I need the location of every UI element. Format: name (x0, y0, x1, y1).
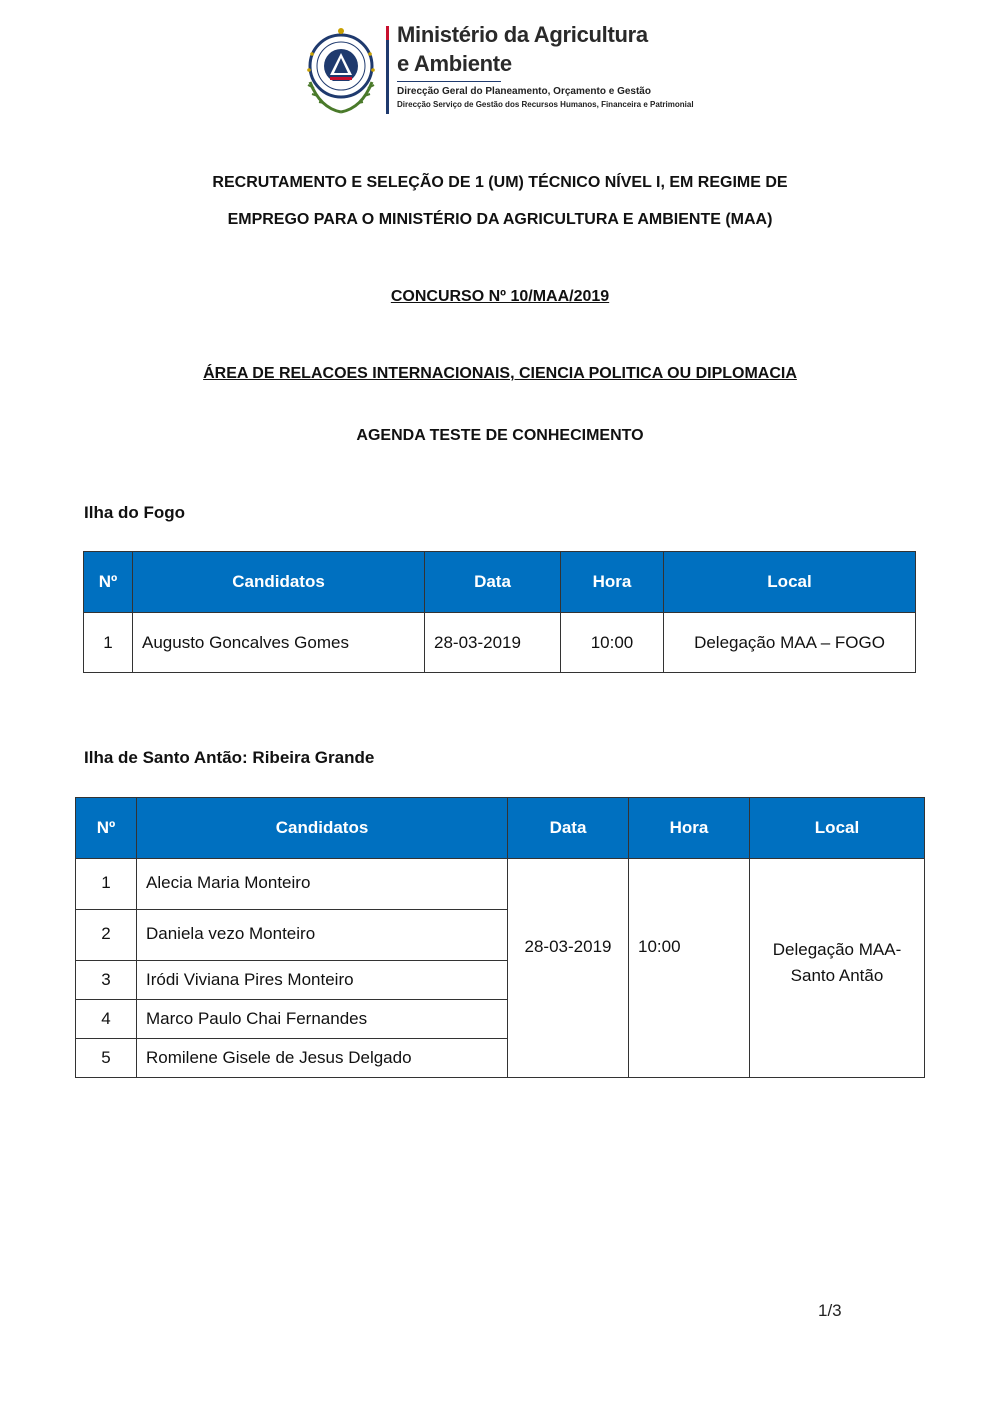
header-date: Data (508, 798, 629, 859)
header-candidates: Candidatos (137, 798, 508, 859)
table-row (84, 613, 916, 673)
page-number: 1/3 (818, 1301, 842, 1320)
candidate-name: Augusto Goncalves Gomes (133, 613, 425, 673)
brand-divider-accent (386, 26, 389, 40)
santo-antao-schedule-table (75, 797, 925, 1078)
coat-of-arms-icon (300, 22, 382, 118)
direction-general: Direcção Geral do Planeamento, Orçamento e Gestão (397, 86, 651, 97)
row-number: 1 (76, 859, 137, 910)
letterhead (300, 22, 700, 118)
contest-title-wrap (100, 288, 900, 306)
candidate-name: Daniela vezo Monteiro (137, 910, 508, 961)
row-number: 5 (76, 1039, 137, 1078)
header-number: Nº (76, 798, 137, 859)
candidate-name: Alecia Maria Monteiro (137, 859, 508, 910)
header-candidates: Candidatos (133, 552, 425, 613)
header-date: Data (425, 552, 561, 613)
header-number: Nº (84, 552, 133, 613)
exam-place: Delegação MAA – FOGO (664, 613, 916, 673)
contest-number: CONCURSO Nº 10/MAA/2019 (390, 288, 610, 305)
candidate-name: Romilene Gisele de Jesus Delgado (137, 1039, 508, 1078)
direction-service: Direcção Serviço de Gestão dos Recursos Humanos, Financeira e Patrimonial (397, 100, 694, 109)
table-header-row (84, 552, 916, 613)
section-heading-santo-antao: Ilha de Santo Antão: Ribeira Grande (84, 748, 375, 767)
header-rule (397, 81, 501, 82)
document-title-line2: EMPREGO PARA O MINISTÉRIO DA AGRICULTURA E AMBIENTE (MAA) (227, 211, 773, 228)
exam-time: 10:00 (629, 859, 750, 1078)
ministry-name-line2: e Ambiente (397, 51, 512, 76)
document-title-line1: RECRUTAMENTO E SELEÇÃO DE 1 (UM) TÉCNICO NÍVEL I, EM REGIME DE (212, 174, 788, 191)
header-place: Local (664, 552, 916, 613)
row-number: 4 (76, 1000, 137, 1039)
candidate-name: Iródi Viviana Pires Monteiro (137, 961, 508, 1000)
row-number: 2 (76, 910, 137, 961)
fogo-schedule-table (83, 551, 916, 673)
exam-place-line1: Delegação MAA- (772, 940, 902, 959)
exam-place (750, 859, 925, 1078)
row-number: 1 (84, 613, 133, 673)
header-time: Hora (561, 552, 664, 613)
area-title-wrap (100, 365, 900, 383)
section-heading-fogo: Ilha do Fogo (84, 503, 186, 522)
header-place: Local (750, 798, 925, 859)
exam-time: 10:00 (561, 613, 664, 673)
exam-date: 28-03-2019 (425, 613, 561, 673)
ministry-name-line1: Ministério da Agricultura (397, 22, 648, 47)
area-title: ÁREA DE RELACOES INTERNACIONAIS, CIENCIA POLITICA OU DIPLOMACIA (203, 365, 797, 382)
exam-place-line2: Santo Antão (790, 966, 884, 985)
table-row (76, 859, 925, 910)
exam-date: 28-03-2019 (508, 859, 629, 1078)
header-time: Hora (629, 798, 750, 859)
table-header-row (76, 798, 925, 859)
agenda-title: AGENDA TESTE DE CONHECIMENTO (356, 427, 644, 444)
row-number: 3 (76, 961, 137, 1000)
candidate-name: Marco Paulo Chai Fernandes (137, 1000, 508, 1039)
